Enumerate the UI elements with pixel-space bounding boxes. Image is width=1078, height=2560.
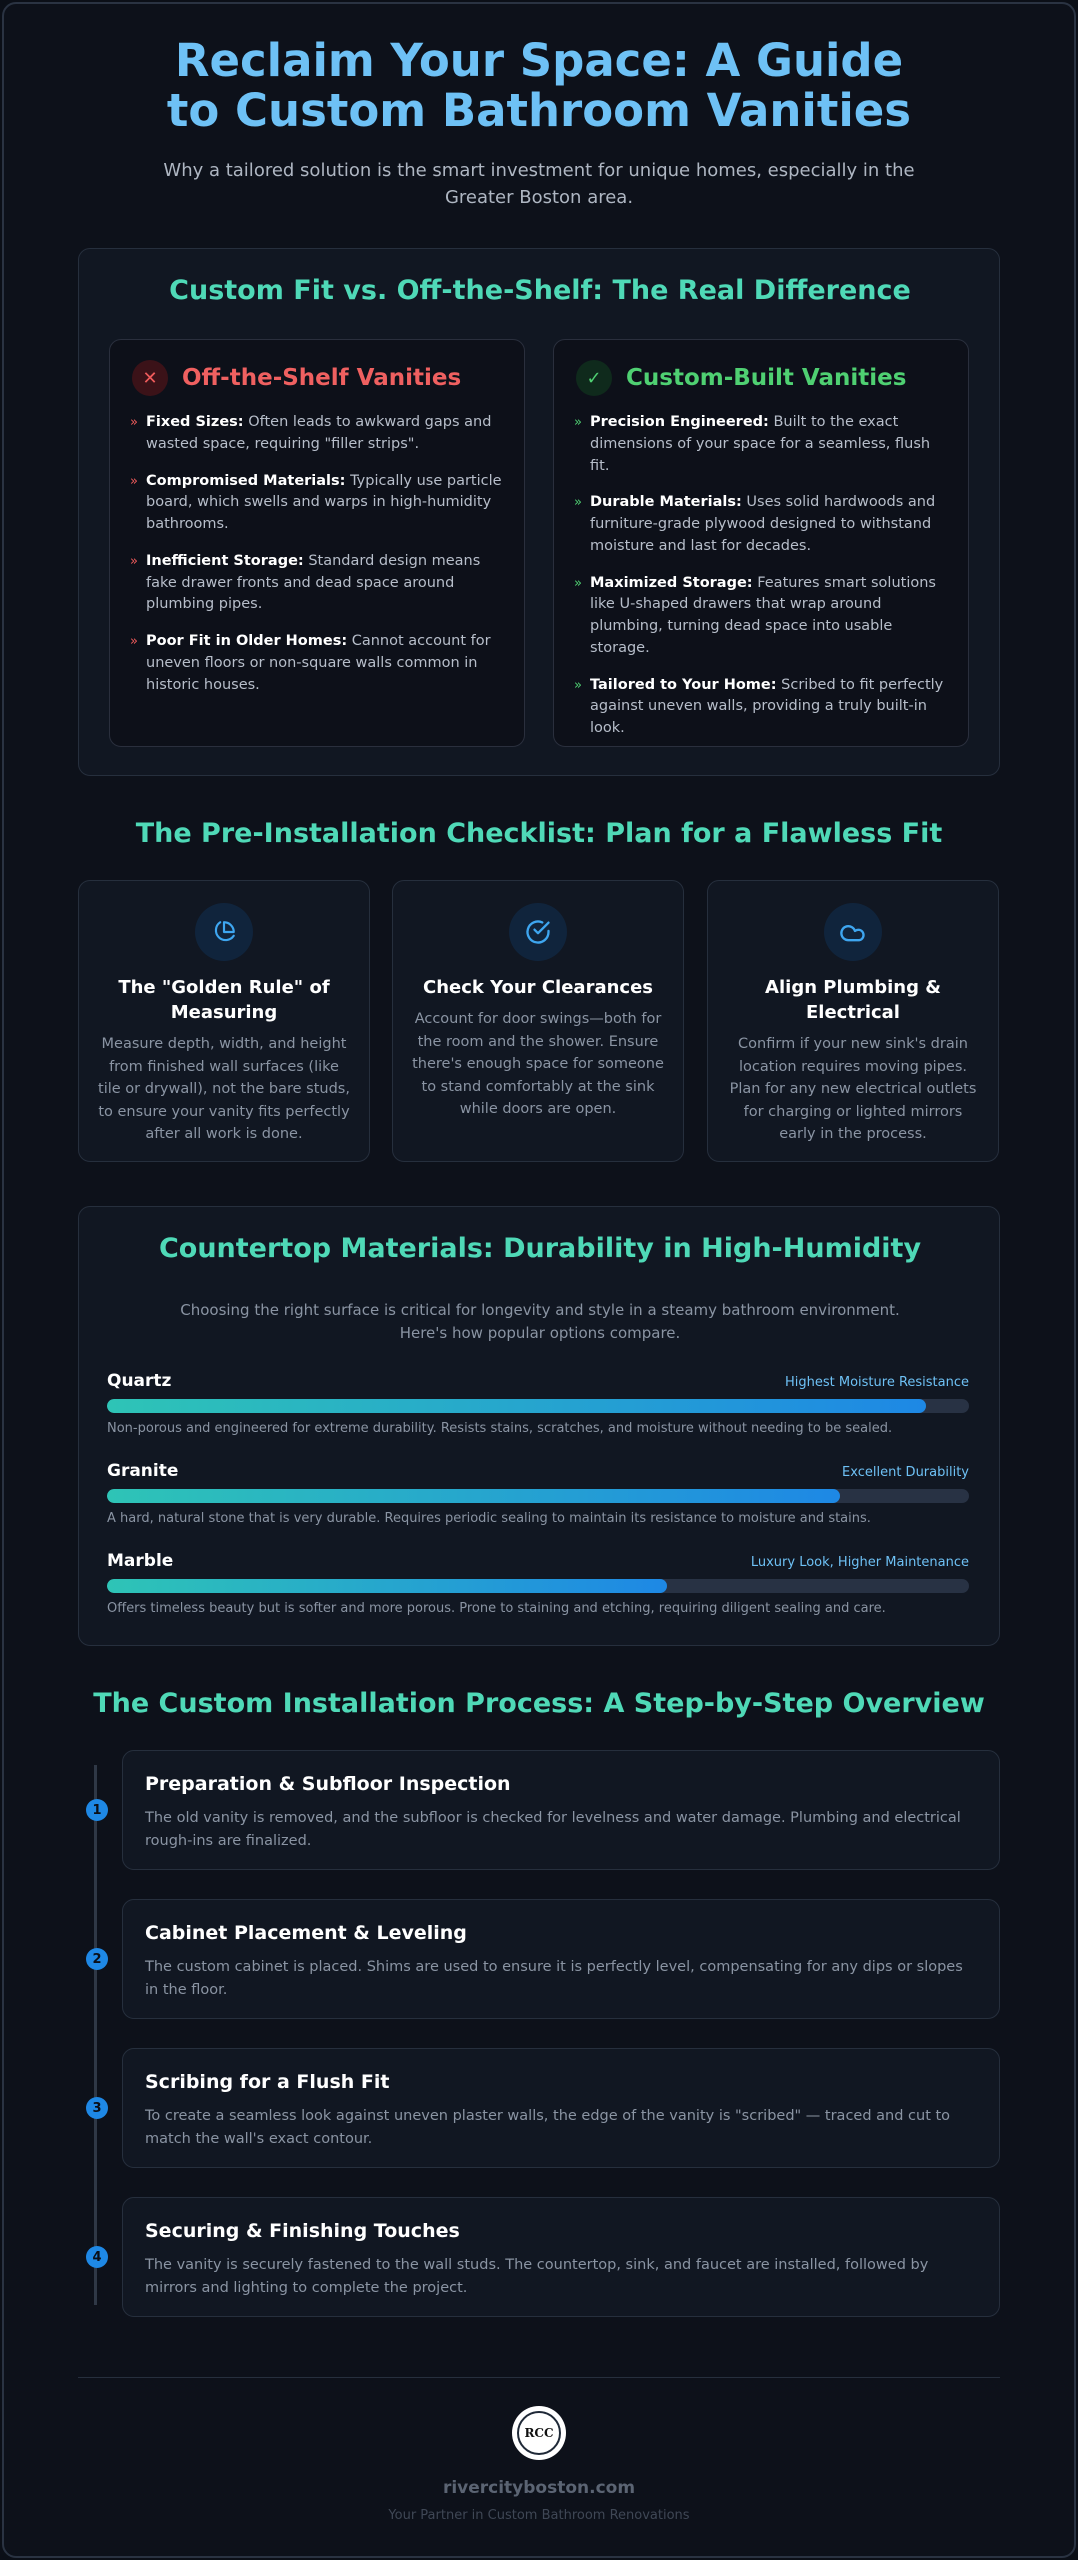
- comparison-section: [78, 248, 1000, 776]
- checklist-card-plumbing: [707, 880, 999, 1162]
- logo-text: RCC: [517, 2411, 561, 2455]
- step-desc: To create a seamless look against uneven plaster walls, the edge of the vanity is "scribed" — traced and cut to match the wall's exact contour.: [145, 2108, 951, 2148]
- check-icon: ✓: [576, 360, 612, 396]
- process-step: [122, 2048, 1000, 2168]
- checklist-card-measuring: [78, 880, 370, 1162]
- chevron-right-icon: »: [130, 634, 138, 649]
- list-item: » Tailored to Your Home: Scribed to fit perfectly against uneven walls, providing a truly built-in look.: [574, 675, 954, 740]
- comparison-title: Custom Fit vs. Off-the-Shelf: The Real Difference: [169, 275, 911, 306]
- process-step: [122, 2197, 1000, 2317]
- off-shelf-title: Off-the-Shelf Vanities: [182, 365, 462, 391]
- pie-chart-icon: [195, 903, 253, 961]
- step-number-badge: 2: [86, 1948, 108, 1970]
- step-number-badge: 1: [86, 1799, 108, 1821]
- step-desc: The custom cabinet is placed. Shims are used to ensure it is perfectly level, compensating for any dips or slopes in the floor.: [145, 1959, 963, 1999]
- website-link[interactable]: rivercityboston.com: [442, 2478, 636, 2498]
- timeline-line: [94, 1765, 97, 2305]
- material-desc: Offers timeless beauty but is softer and more porous. Prone to staining and etching, requiring diligent sealing and care.: [107, 1601, 886, 1616]
- process-step: [122, 1899, 1000, 2019]
- cloud-icon: [824, 903, 882, 961]
- list-item: » Poor Fit in Older Homes: Cannot account for uneven floors or non-square walls common in historic houses.: [130, 631, 510, 696]
- chevron-right-icon: »: [574, 677, 582, 693]
- footer-tagline: Your Partner in Custom Bathroom Renovations: [388, 2508, 690, 2523]
- list-item: » Durable Materials: Uses solid hardwoods and furniture-grade plywood designed to withstand moisture and last for decades.: [574, 492, 954, 557]
- checklist-card-title: Align Plumbing & Electrical: [765, 977, 941, 1024]
- x-icon: ✕: [132, 360, 168, 396]
- chevron-right-icon: »: [574, 495, 582, 511]
- countertops-section: [78, 1206, 1000, 1646]
- off-shelf-list: [130, 412, 510, 711]
- material-name: Quartz: [107, 1371, 172, 1391]
- material-desc: A hard, natural stone that is very durable. Requires periodic sealing to maintain its resistance to moisture and stains.: [107, 1511, 871, 1526]
- material-quartz: [107, 1371, 969, 1436]
- process-title: The Custom Installation Process: A Step-by-Step Overview: [93, 1688, 985, 1719]
- rating-bar: [107, 1399, 969, 1413]
- list-item: » Compromised Materials: Typically use particle board, which swells and warps in high-humidity bathrooms.: [130, 471, 510, 536]
- list-item: » Precision Engineered: Built to the exact dimensions of your space for a seamless, flush fit.: [574, 412, 954, 477]
- material-name: Granite: [107, 1461, 179, 1481]
- countertops-intro: Choosing the right surface is critical for longevity and style in a steamy bathroom environment. Here's how popular options compare.: [180, 1301, 900, 1343]
- rating-bar-fill: [107, 1489, 840, 1503]
- step-title: Securing & Finishing Touches: [145, 2220, 460, 2242]
- material-tag: Highest Moisture Resistance: [784, 1375, 969, 1390]
- check-circle-icon: [509, 903, 567, 961]
- rating-bar: [107, 1489, 969, 1503]
- checklist-card-desc: Measure depth, width, and height from finished wall surfaces (like tile or drywall), not the bare studs, to ensure your vanity fits perfectly after all work is done.: [98, 1036, 350, 1143]
- off-shelf-card: [109, 339, 525, 747]
- step-desc: The old vanity is removed, and the subfloor is checked for levelness and water damage. Plumbing and electrical rough-ins are finalized.: [145, 1810, 961, 1850]
- chevron-right-icon: »: [130, 553, 138, 569]
- chevron-right-icon: »: [574, 575, 582, 591]
- step-desc: The vanity is securely fastened to the wall studs. The countertop, sink, and faucet are installed, followed by mirrors and lighting to complete the project.: [145, 2257, 929, 2297]
- page-subtitle: Why a tailored solution is the smart investment for unique homes, especially in the Greater Boston area.: [163, 160, 915, 208]
- step-title: Cabinet Placement & Leveling: [145, 1922, 467, 1944]
- material-name: Marble: [107, 1551, 174, 1571]
- footer-divider: [78, 2377, 1000, 2378]
- page-title: Reclaim Your Space: A Guide to Custom Bathroom Vanities: [166, 34, 912, 137]
- checklist-card-title: Check Your Clearances: [422, 977, 653, 998]
- custom-list: [574, 412, 954, 755]
- custom-card: [553, 339, 969, 747]
- checklist-card-desc: Account for door swings—both for the room and the shower. Ensure there's enough space for someone to stand comfortably at the sink while doors are open.: [412, 1011, 664, 1118]
- rating-bar-fill: [107, 1399, 926, 1413]
- list-item: » Inefficient Storage: Standard design means fake drawer fronts and dead space around plumbing pipes.: [130, 551, 510, 616]
- step-number-badge: 3: [86, 2097, 108, 2119]
- chevron-right-icon: »: [130, 473, 138, 489]
- page-header: [0, 36, 1078, 211]
- company-logo[interactable]: [512, 2406, 566, 2460]
- countertops-title: Countertop Materials: Durability in High-Humidity: [158, 1233, 922, 1264]
- checklist-card-desc: Confirm if your new sink's drain location requires moving pipes. Plan for any new electrical outlets for charging or lighted mirrors early in the process.: [729, 1036, 977, 1143]
- material-granite: [107, 1461, 969, 1526]
- list-item: » Fixed Sizes: Often leads to awkward gaps and wasted space, requiring "filler strips".: [130, 412, 510, 456]
- material-desc: Non-porous and engineered for extreme durability. Resists stains, scratches, and moisture without needing to be sealed.: [107, 1421, 893, 1436]
- checklist-card-clearances: [392, 880, 684, 1162]
- material-tag: Luxury Look, Higher Maintenance: [750, 1555, 969, 1570]
- custom-title: Custom-Built Vanities: [626, 365, 907, 391]
- off-shelf-header: [132, 360, 461, 396]
- custom-header: [576, 360, 906, 396]
- step-title: Scribing for a Flush Fit: [145, 2071, 390, 2093]
- chevron-right-icon: »: [574, 415, 582, 430]
- list-item: » Maximized Storage: Features smart solutions like U-shaped drawers that wrap around plumbing, turning dead space into usable storage.: [574, 573, 954, 660]
- process-step: [122, 1750, 1000, 1870]
- material-tag: Excellent Durability: [842, 1465, 969, 1480]
- rating-bar: [107, 1579, 969, 1593]
- step-number-badge: 4: [86, 2246, 108, 2268]
- checklist-title: The Pre-Installation Checklist: Plan for a Flawless Fit: [135, 818, 943, 849]
- chevron-right-icon: »: [130, 415, 138, 430]
- material-marble: [107, 1551, 969, 1616]
- step-title: Preparation & Subfloor Inspection: [145, 1773, 511, 1795]
- rating-bar-fill: [107, 1579, 667, 1593]
- checklist-card-title: The "Golden Rule" of Measuring: [118, 977, 330, 1024]
